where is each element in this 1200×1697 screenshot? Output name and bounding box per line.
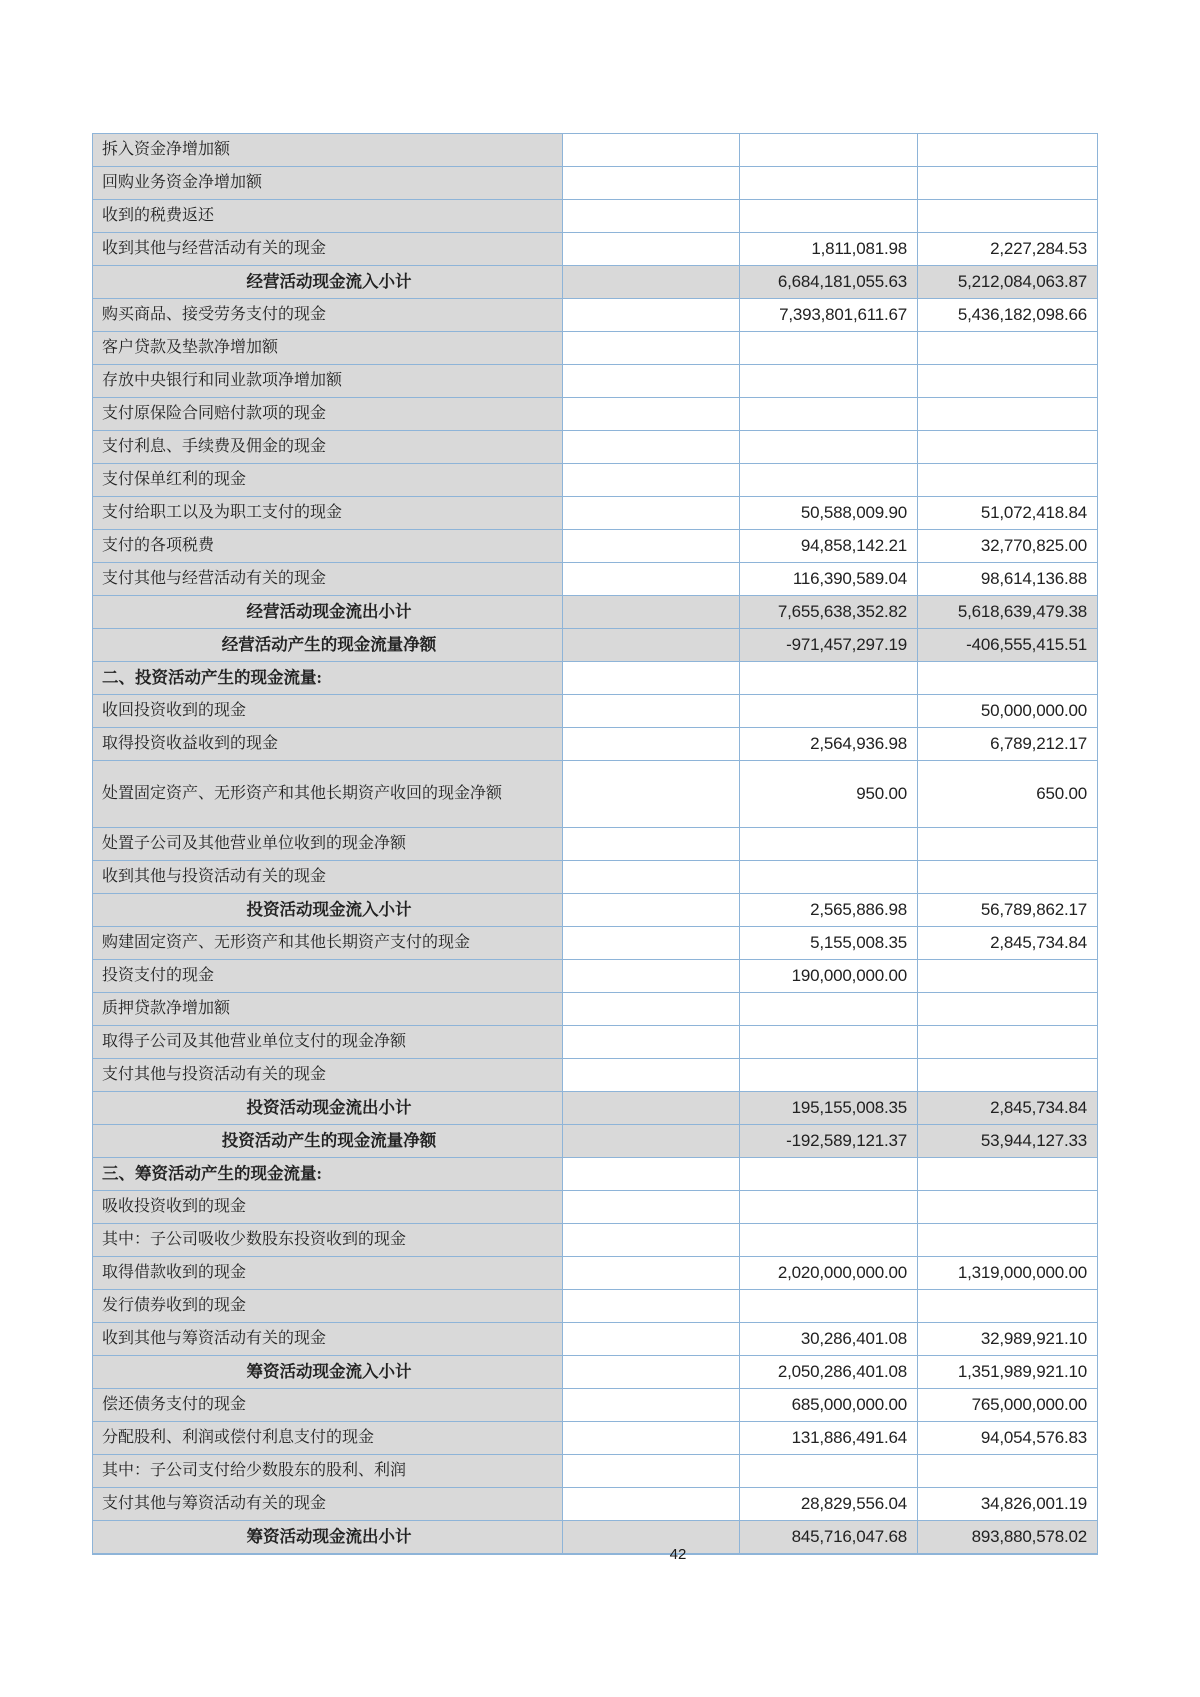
table-row: [93, 596, 1098, 629]
row-label: 偿还债务支付的现金: [93, 1389, 563, 1422]
value-current: 7,655,638,352.82: [740, 596, 918, 629]
value-current: 2,050,286,401.08: [740, 1356, 918, 1389]
table-row: [93, 1125, 1098, 1158]
note-cell: [563, 728, 740, 761]
value-current: [740, 1158, 918, 1191]
table-row: [93, 695, 1098, 728]
value-current: [740, 134, 918, 167]
row-label: 取得投资收益收到的现金: [93, 728, 563, 761]
row-label: 取得子公司及其他营业单位支付的现金净额: [93, 1026, 563, 1059]
row-label: 筹资活动现金流出小计: [93, 1521, 563, 1555]
value-prior: 98,614,136.88: [918, 563, 1098, 596]
row-label: 收到的税费返还: [93, 200, 563, 233]
note-cell: [563, 828, 740, 861]
note-cell: [563, 1125, 740, 1158]
note-cell: [563, 1092, 740, 1125]
table-row: [93, 1422, 1098, 1455]
row-label: 支付其他与经营活动有关的现金: [93, 563, 563, 596]
value-prior: [918, 1191, 1098, 1224]
row-label: 回购业务资金净增加额: [93, 167, 563, 200]
note-cell: [563, 1158, 740, 1191]
row-label: 经营活动现金流入小计: [93, 266, 563, 299]
value-prior: [918, 332, 1098, 365]
value-prior: 5,212,084,063.87: [918, 266, 1098, 299]
table-row: [93, 1488, 1098, 1521]
note-cell: [563, 464, 740, 497]
value-prior: 53,944,127.33: [918, 1125, 1098, 1158]
value-prior: 51,072,418.84: [918, 497, 1098, 530]
table-row: [93, 497, 1098, 530]
note-cell: [563, 1257, 740, 1290]
note-cell: [563, 1026, 740, 1059]
row-label: 经营活动现金流出小计: [93, 596, 563, 629]
value-current: 131,886,491.64: [740, 1422, 918, 1455]
value-prior: 50,000,000.00: [918, 695, 1098, 728]
table-row: [93, 299, 1098, 332]
value-current: [740, 431, 918, 464]
value-prior: [918, 398, 1098, 431]
table-row: [93, 431, 1098, 464]
row-label: 其中：子公司吸收少数股东投资收到的现金: [93, 1224, 563, 1257]
note-cell: [563, 1224, 740, 1257]
value-prior: 94,054,576.83: [918, 1422, 1098, 1455]
note-cell: [563, 596, 740, 629]
table-row: [93, 1158, 1098, 1191]
value-current: 2,564,936.98: [740, 728, 918, 761]
table-row: [93, 1356, 1098, 1389]
value-current: 1,811,081.98: [740, 233, 918, 266]
value-current: 28,829,556.04: [740, 1488, 918, 1521]
value-prior: [918, 1059, 1098, 1092]
table-row: [93, 1026, 1098, 1059]
row-label: 支付原保险合同赔付款项的现金: [93, 398, 563, 431]
table-row: [93, 761, 1098, 828]
value-current: 845,716,047.68: [740, 1521, 918, 1555]
cash-flow-table: [92, 133, 1098, 1555]
row-label: 质押贷款净增加额: [93, 993, 563, 1026]
table-row: [93, 1455, 1098, 1488]
note-cell: [563, 398, 740, 431]
value-current: 190,000,000.00: [740, 960, 918, 993]
note-cell: [563, 233, 740, 266]
value-prior: [918, 1224, 1098, 1257]
note-cell: [563, 662, 740, 695]
row-label: 其中：子公司支付给少数股东的股利、利润: [93, 1455, 563, 1488]
value-current: 5,155,008.35: [740, 927, 918, 960]
note-cell: [563, 861, 740, 894]
row-label: 发行债券收到的现金: [93, 1290, 563, 1323]
row-label: 购买商品、接受劳务支付的现金: [93, 299, 563, 332]
note-cell: [563, 365, 740, 398]
table-row: [93, 563, 1098, 596]
row-label: 处置固定资产、无形资产和其他长期资产收回的现金净额: [93, 761, 563, 828]
note-cell: [563, 332, 740, 365]
value-current: 2,565,886.98: [740, 894, 918, 927]
value-prior: [918, 662, 1098, 695]
table-row: [93, 861, 1098, 894]
note-cell: [563, 1290, 740, 1323]
table-row: [93, 728, 1098, 761]
table-row: [93, 1224, 1098, 1257]
value-current: 7,393,801,611.67: [740, 299, 918, 332]
value-prior: 5,436,182,098.66: [918, 299, 1098, 332]
row-label: 筹资活动现金流入小计: [93, 1356, 563, 1389]
table-row: [93, 398, 1098, 431]
value-prior: [918, 1455, 1098, 1488]
value-prior: 5,618,639,479.38: [918, 596, 1098, 629]
value-current: [740, 662, 918, 695]
value-current: [740, 1191, 918, 1224]
value-prior: 32,770,825.00: [918, 530, 1098, 563]
value-prior: [918, 431, 1098, 464]
value-current: 950.00: [740, 761, 918, 828]
note-cell: [563, 1059, 740, 1092]
value-current: 94,858,142.21: [740, 530, 918, 563]
value-current: -192,589,121.37: [740, 1125, 918, 1158]
table-row: [93, 1257, 1098, 1290]
note-cell: [563, 1389, 740, 1422]
row-label: 支付保单红利的现金: [93, 464, 563, 497]
note-cell: [563, 1455, 740, 1488]
row-label: 三、筹资活动产生的现金流量:: [93, 1158, 563, 1191]
row-label: 收到其他与经营活动有关的现金: [93, 233, 563, 266]
note-cell: [563, 695, 740, 728]
note-cell: [563, 629, 740, 662]
value-prior: 765,000,000.00: [918, 1389, 1098, 1422]
note-cell: [563, 1356, 740, 1389]
row-label: 支付给职工以及为职工支付的现金: [93, 497, 563, 530]
value-prior: [918, 464, 1098, 497]
value-current: [740, 828, 918, 861]
row-label: 吸收投资收到的现金: [93, 1191, 563, 1224]
note-cell: [563, 1323, 740, 1356]
note-cell: [563, 563, 740, 596]
note-cell: [563, 200, 740, 233]
value-prior: -406,555,415.51: [918, 629, 1098, 662]
row-label: 支付其他与投资活动有关的现金: [93, 1059, 563, 1092]
value-prior: 1,351,989,921.10: [918, 1356, 1098, 1389]
table-row: [93, 993, 1098, 1026]
value-prior: 56,789,862.17: [918, 894, 1098, 927]
value-prior: 2,845,734.84: [918, 1092, 1098, 1125]
note-cell: [563, 266, 740, 299]
row-label: 处置子公司及其他营业单位收到的现金净额: [93, 828, 563, 861]
table-row: [93, 332, 1098, 365]
page-number: 42: [669, 1546, 687, 1563]
table-row: [93, 1323, 1098, 1356]
note-cell: [563, 894, 740, 927]
note-cell: [563, 167, 740, 200]
row-label: 拆入资金净增加额: [93, 134, 563, 167]
note-cell: [563, 299, 740, 332]
note-cell: [563, 761, 740, 828]
table-row: [93, 828, 1098, 861]
value-current: [740, 332, 918, 365]
value-current: [740, 1455, 918, 1488]
table-row: [93, 233, 1098, 266]
table-row: [93, 530, 1098, 563]
value-prior: [918, 861, 1098, 894]
value-prior: [918, 1158, 1098, 1191]
value-current: [740, 1059, 918, 1092]
value-prior: 650.00: [918, 761, 1098, 828]
note-cell: [563, 1488, 740, 1521]
note-cell: [563, 431, 740, 464]
value-prior: [918, 828, 1098, 861]
row-label: 投资活动现金流出小计: [93, 1092, 563, 1125]
value-current: 195,155,008.35: [740, 1092, 918, 1125]
value-prior: [918, 1290, 1098, 1323]
row-label: 分配股利、利润或偿付利息支付的现金: [93, 1422, 563, 1455]
table-row: [93, 1092, 1098, 1125]
table-row: [93, 266, 1098, 299]
row-label: 二、投资活动产生的现金流量:: [93, 662, 563, 695]
value-current: [740, 464, 918, 497]
value-prior: 893,880,578.02: [918, 1521, 1098, 1555]
row-label: 取得借款收到的现金: [93, 1257, 563, 1290]
table-row: [93, 134, 1098, 167]
row-label: 收到其他与投资活动有关的现金: [93, 861, 563, 894]
table-row: [93, 927, 1098, 960]
row-label: 支付利息、手续费及佣金的现金: [93, 431, 563, 464]
value-prior: 1,319,000,000.00: [918, 1257, 1098, 1290]
table-row: [93, 167, 1098, 200]
value-current: -971,457,297.19: [740, 629, 918, 662]
value-current: 116,390,589.04: [740, 563, 918, 596]
value-current: [740, 1290, 918, 1323]
value-current: 30,286,401.08: [740, 1323, 918, 1356]
row-label: 收到其他与筹资活动有关的现金: [93, 1323, 563, 1356]
table-row: [93, 200, 1098, 233]
table-row: [93, 464, 1098, 497]
value-current: [740, 200, 918, 233]
note-cell: [563, 993, 740, 1026]
value-current: [740, 167, 918, 200]
value-prior: [918, 134, 1098, 167]
value-current: [740, 861, 918, 894]
value-current: [740, 1026, 918, 1059]
value-prior: 32,989,921.10: [918, 1323, 1098, 1356]
table-row: [93, 1059, 1098, 1092]
cash-flow-table-body: [93, 134, 1098, 1555]
table-row: [93, 629, 1098, 662]
value-prior: 34,826,001.19: [918, 1488, 1098, 1521]
table-row: [93, 1290, 1098, 1323]
row-label: 投资支付的现金: [93, 960, 563, 993]
note-cell: [563, 1191, 740, 1224]
table-row: [93, 662, 1098, 695]
row-label: 收回投资收到的现金: [93, 695, 563, 728]
table-row: [93, 960, 1098, 993]
row-label: 支付的各项税费: [93, 530, 563, 563]
row-label: 经营活动产生的现金流量净额: [93, 629, 563, 662]
note-cell: [563, 530, 740, 563]
value-current: 6,684,181,055.63: [740, 266, 918, 299]
value-current: 2,020,000,000.00: [740, 1257, 918, 1290]
value-prior: [918, 960, 1098, 993]
value-current: [740, 993, 918, 1026]
table-row: [93, 365, 1098, 398]
value-prior: 2,845,734.84: [918, 927, 1098, 960]
row-label: 客户贷款及垫款净增加额: [93, 332, 563, 365]
note-cell: [563, 1422, 740, 1455]
value-prior: [918, 365, 1098, 398]
value-current: [740, 365, 918, 398]
value-current: [740, 398, 918, 431]
value-current: [740, 695, 918, 728]
row-label: 投资活动现金流入小计: [93, 894, 563, 927]
table-row: [93, 894, 1098, 927]
value-prior: [918, 167, 1098, 200]
value-current: 685,000,000.00: [740, 1389, 918, 1422]
value-prior: [918, 200, 1098, 233]
value-current: [740, 1224, 918, 1257]
note-cell: [563, 927, 740, 960]
row-label: 投资活动产生的现金流量净额: [93, 1125, 563, 1158]
value-prior: 6,789,212.17: [918, 728, 1098, 761]
note-cell: [563, 134, 740, 167]
value-current: 50,588,009.90: [740, 497, 918, 530]
note-cell: [563, 497, 740, 530]
note-cell: [563, 960, 740, 993]
row-label: 购建固定资产、无形资产和其他长期资产支付的现金: [93, 927, 563, 960]
value-prior: 2,227,284.53: [918, 233, 1098, 266]
row-label: 存放中央银行和同业款项净增加额: [93, 365, 563, 398]
row-label: 支付其他与筹资活动有关的现金: [93, 1488, 563, 1521]
value-prior: [918, 1026, 1098, 1059]
table-row: [93, 1191, 1098, 1224]
value-prior: [918, 993, 1098, 1026]
table-row: [93, 1389, 1098, 1422]
